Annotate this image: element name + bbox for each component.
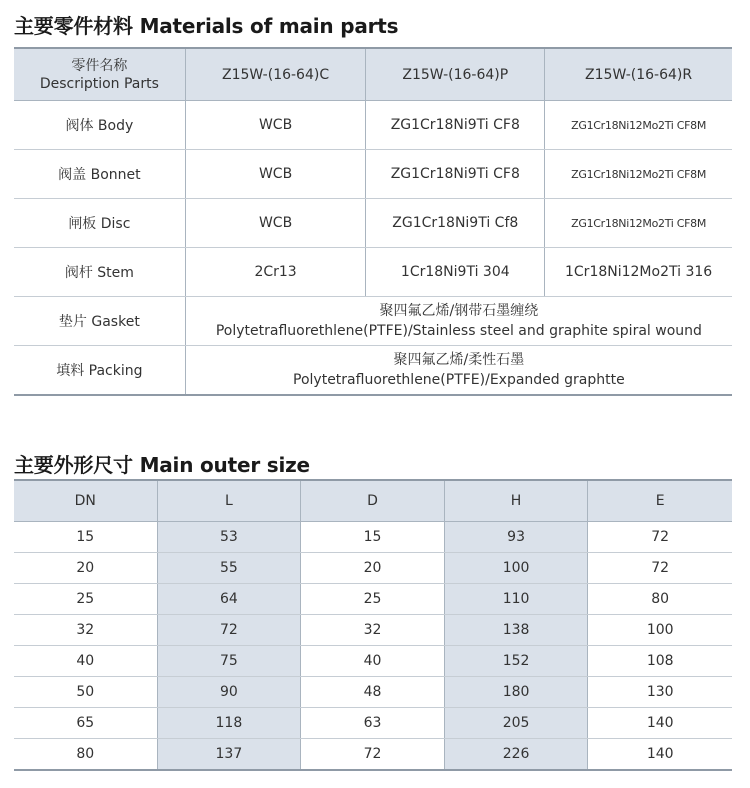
part-name: 闸板 Disc	[14, 199, 185, 248]
l-cell: 118	[157, 708, 301, 739]
l-cell: 137	[157, 739, 301, 771]
material-c: WCB	[185, 150, 366, 199]
material-r: ZG1Cr18Ni12Mo2Ti CF8M	[545, 199, 732, 248]
dn-cell: 15	[14, 522, 157, 553]
dn-cell: 20	[14, 553, 157, 584]
h-cell: 93	[444, 522, 588, 553]
table-row	[14, 646, 732, 677]
part-name: 阀体 Body	[14, 101, 185, 150]
dimensions-table	[14, 479, 732, 771]
header-l: L	[157, 480, 301, 522]
header-description-en: Description Parts	[39, 75, 159, 92]
material-p: ZG1Cr18Ni9Ti CF8	[366, 101, 545, 150]
part-name: 垫片 Gasket	[14, 297, 185, 346]
e-cell: 72	[588, 553, 732, 584]
header-dn: DN	[14, 480, 157, 522]
dn-cell: 50	[14, 677, 157, 708]
e-cell: 100	[588, 615, 732, 646]
part-name: 阀杆 Stem	[14, 248, 185, 297]
d-cell: 25	[301, 584, 445, 615]
dn-cell: 32	[14, 615, 157, 646]
materials-row-body	[14, 101, 732, 150]
materials-row-gasket	[14, 297, 732, 346]
h-cell: 226	[444, 739, 588, 771]
part-name: 填料 Packing	[14, 346, 185, 396]
packing-material-zh: 聚四氟乙烯/柔性石墨	[393, 352, 525, 368]
header-model-p: Z15W-(16-64)P	[366, 48, 545, 101]
header-description-zh: 零件名称	[71, 57, 128, 74]
dimensions-title: 主要外形尺寸 Main outer size	[14, 453, 310, 477]
table-row	[14, 708, 732, 739]
l-cell: 75	[157, 646, 301, 677]
table-row	[14, 677, 732, 708]
table-row	[14, 584, 732, 615]
header-e: E	[588, 480, 732, 522]
l-cell: 90	[157, 677, 301, 708]
header-d: D	[301, 480, 445, 522]
materials-row-bonnet	[14, 150, 732, 199]
header-model-c: Z15W-(16-64)C	[185, 48, 366, 101]
material-r: 1Cr18Ni12Mo2Ti 316	[545, 248, 732, 297]
e-cell: 130	[588, 677, 732, 708]
e-cell: 140	[588, 708, 732, 739]
materials-row-packing	[14, 346, 732, 396]
packing-material-en: Polytetrafluorethlene(PTFE)/Expanded graphtte	[293, 372, 625, 388]
materials-title: 主要零件材料 Materials of main parts	[14, 14, 399, 38]
gasket-material-zh: 聚四氟乙烯/钢带石墨缠绕	[379, 303, 539, 319]
l-cell: 72	[157, 615, 301, 646]
material-r: ZG1Cr18Ni12Mo2Ti CF8M	[545, 101, 732, 150]
header-h: H	[444, 480, 588, 522]
material-p: 1Cr18Ni9Ti 304	[366, 248, 545, 297]
e-cell: 72	[588, 522, 732, 553]
h-cell: 110	[444, 584, 588, 615]
header-description	[14, 48, 185, 101]
material-p: ZG1Cr18Ni9Ti Cf8	[366, 199, 545, 248]
material-c: WCB	[185, 101, 366, 150]
material-c: 2Cr13	[185, 248, 366, 297]
l-cell: 64	[157, 584, 301, 615]
d-cell: 40	[301, 646, 445, 677]
dn-cell: 65	[14, 708, 157, 739]
h-cell: 180	[444, 677, 588, 708]
gasket-material	[185, 297, 732, 346]
materials-header-row	[14, 48, 732, 101]
l-cell: 53	[157, 522, 301, 553]
material-c: WCB	[185, 199, 366, 248]
e-cell: 108	[588, 646, 732, 677]
h-cell: 205	[444, 708, 588, 739]
packing-material	[185, 346, 732, 396]
header-model-r: Z15W-(16-64)R	[545, 48, 732, 101]
d-cell: 20	[301, 553, 445, 584]
d-cell: 32	[301, 615, 445, 646]
material-p: ZG1Cr18Ni9Ti CF8	[366, 150, 545, 199]
h-cell: 138	[444, 615, 588, 646]
h-cell: 100	[444, 553, 588, 584]
h-cell: 152	[444, 646, 588, 677]
table-row	[14, 522, 732, 553]
dn-cell: 80	[14, 739, 157, 771]
dn-cell: 25	[14, 584, 157, 615]
table-row	[14, 739, 732, 771]
gasket-material-en: Polytetrafluorethlene(PTFE)/Stainless steel and graphite spiral wound	[215, 323, 702, 339]
material-r: ZG1Cr18Ni12Mo2Ti CF8M	[545, 150, 732, 199]
dimensions-header-row	[14, 480, 732, 522]
materials-row-disc	[14, 199, 732, 248]
dn-cell: 40	[14, 646, 157, 677]
l-cell: 55	[157, 553, 301, 584]
part-name: 阀盖 Bonnet	[14, 150, 185, 199]
d-cell: 15	[301, 522, 445, 553]
e-cell: 80	[588, 584, 732, 615]
d-cell: 72	[301, 739, 445, 771]
d-cell: 48	[301, 677, 445, 708]
table-row	[14, 615, 732, 646]
d-cell: 63	[301, 708, 445, 739]
table-row	[14, 553, 732, 584]
materials-table	[14, 47, 732, 396]
e-cell: 140	[588, 739, 732, 771]
materials-row-stem	[14, 248, 732, 297]
